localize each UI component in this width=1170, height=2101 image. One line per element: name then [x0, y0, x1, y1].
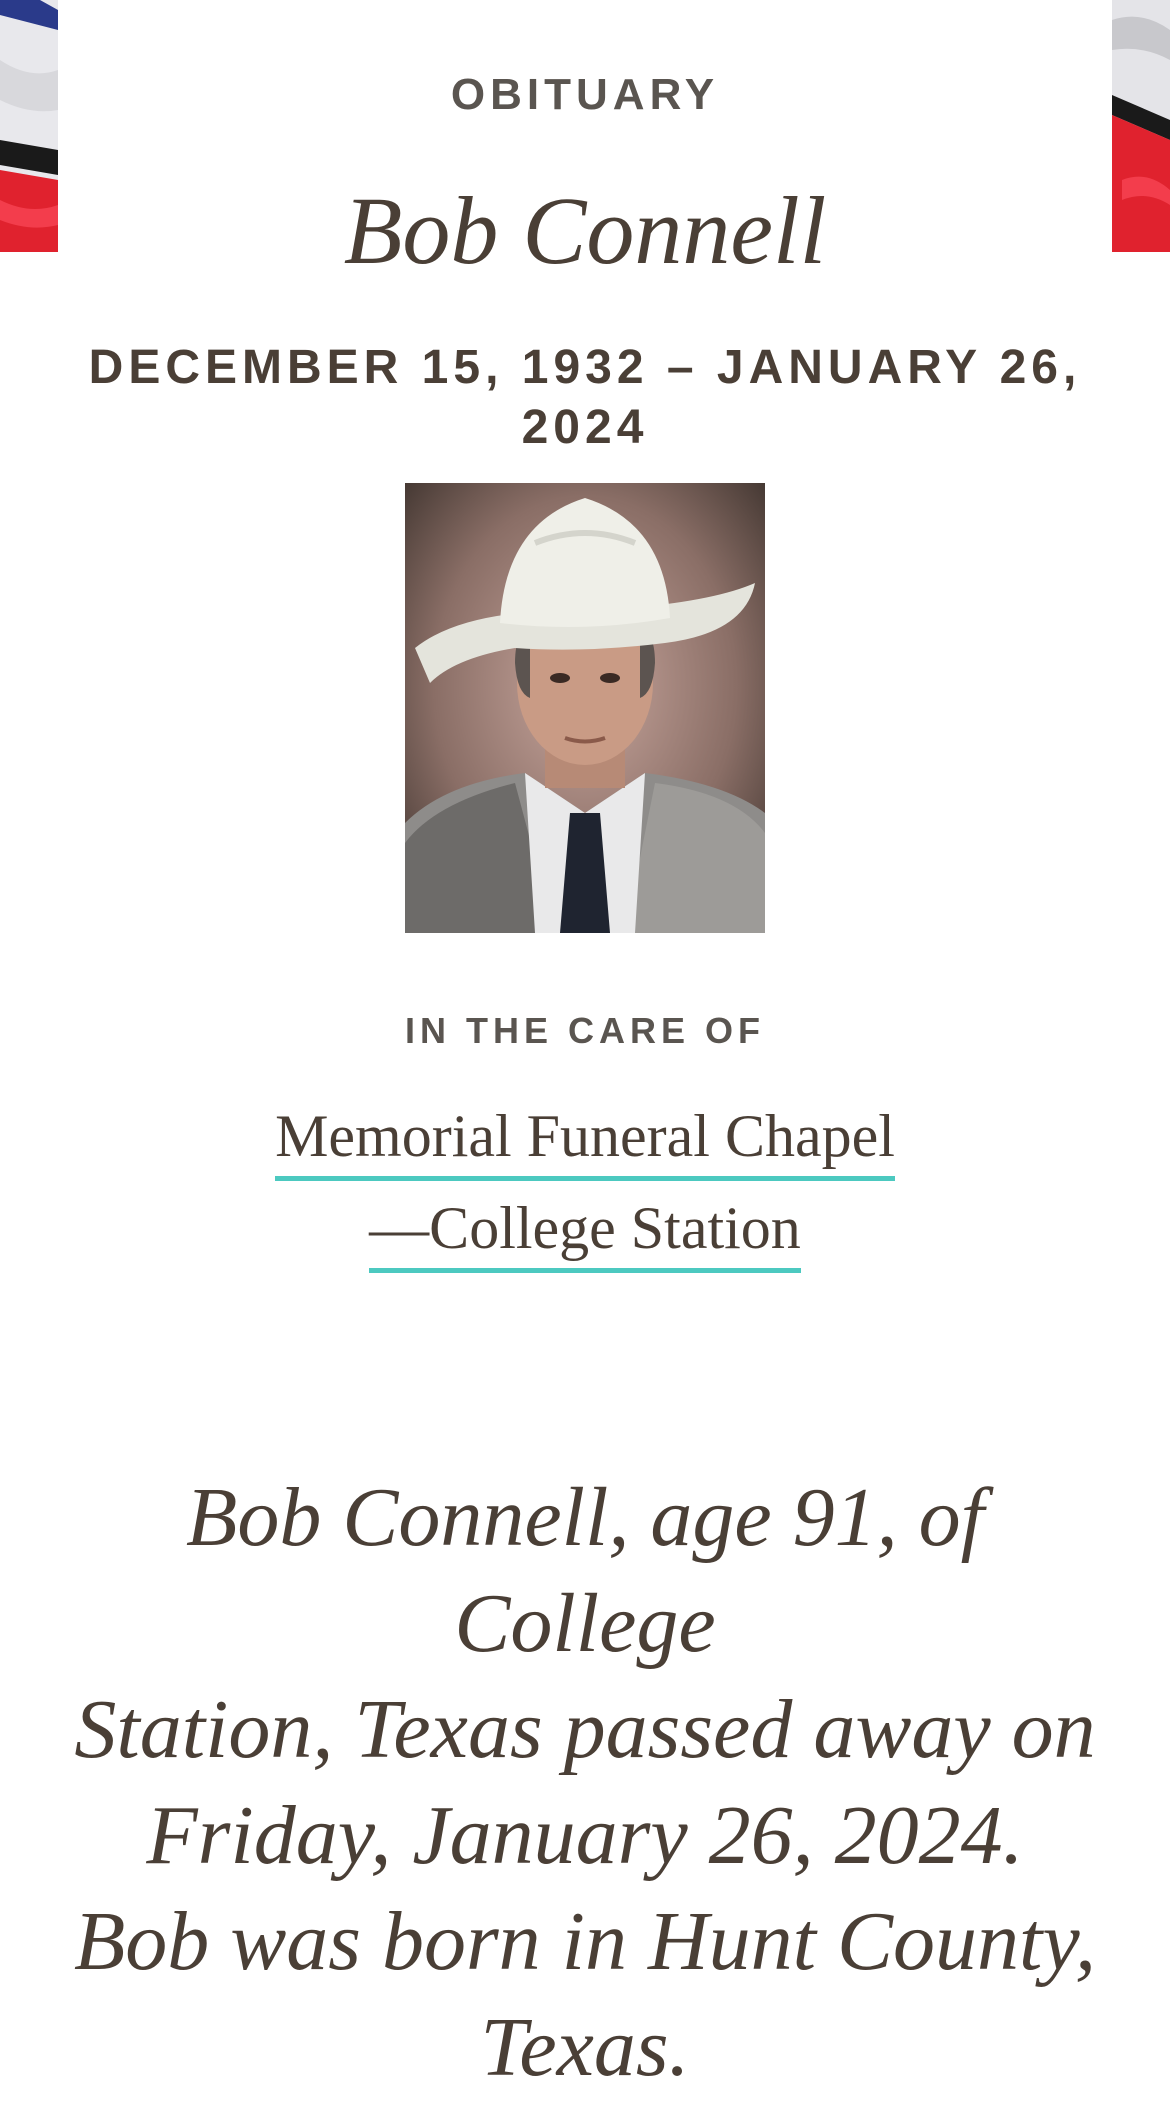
portrait-photo: [405, 483, 765, 933]
care-of-label: IN THE CARE OF: [404, 1010, 765, 1051]
flag-right-icon: [1112, 0, 1170, 252]
life-dates-line1: DECEMBER 15, 1932 – JANUARY 26,: [88, 341, 1082, 394]
obituary-content: [58, 0, 1112, 2094]
flag-left-icon: [0, 0, 58, 252]
summary-line: Friday, January 26, 2024.: [146, 1789, 1024, 1882]
summary-line: Bob was born in Hunt County,: [73, 1895, 1097, 1988]
summary-line: Bob Connell, age 91, of College: [186, 1471, 984, 1670]
funeral-home-line1[interactable]: Memorial Funeral Chapel: [275, 1096, 895, 1181]
funeral-home-line2[interactable]: —College Station: [369, 1188, 801, 1273]
obituary-summary: [68, 1465, 1102, 2101]
funeral-home-link[interactable]: [58, 1090, 1112, 1274]
life-dates: [58, 338, 1112, 458]
summary-line: Station, Texas passed away on: [74, 1683, 1096, 1776]
deceased-name: Bob Connell: [343, 177, 827, 284]
obituary-eyebrow: OBITUARY: [450, 70, 720, 119]
summary-line: Texas.: [480, 2001, 690, 2094]
life-dates-line2: 2024: [521, 401, 649, 454]
